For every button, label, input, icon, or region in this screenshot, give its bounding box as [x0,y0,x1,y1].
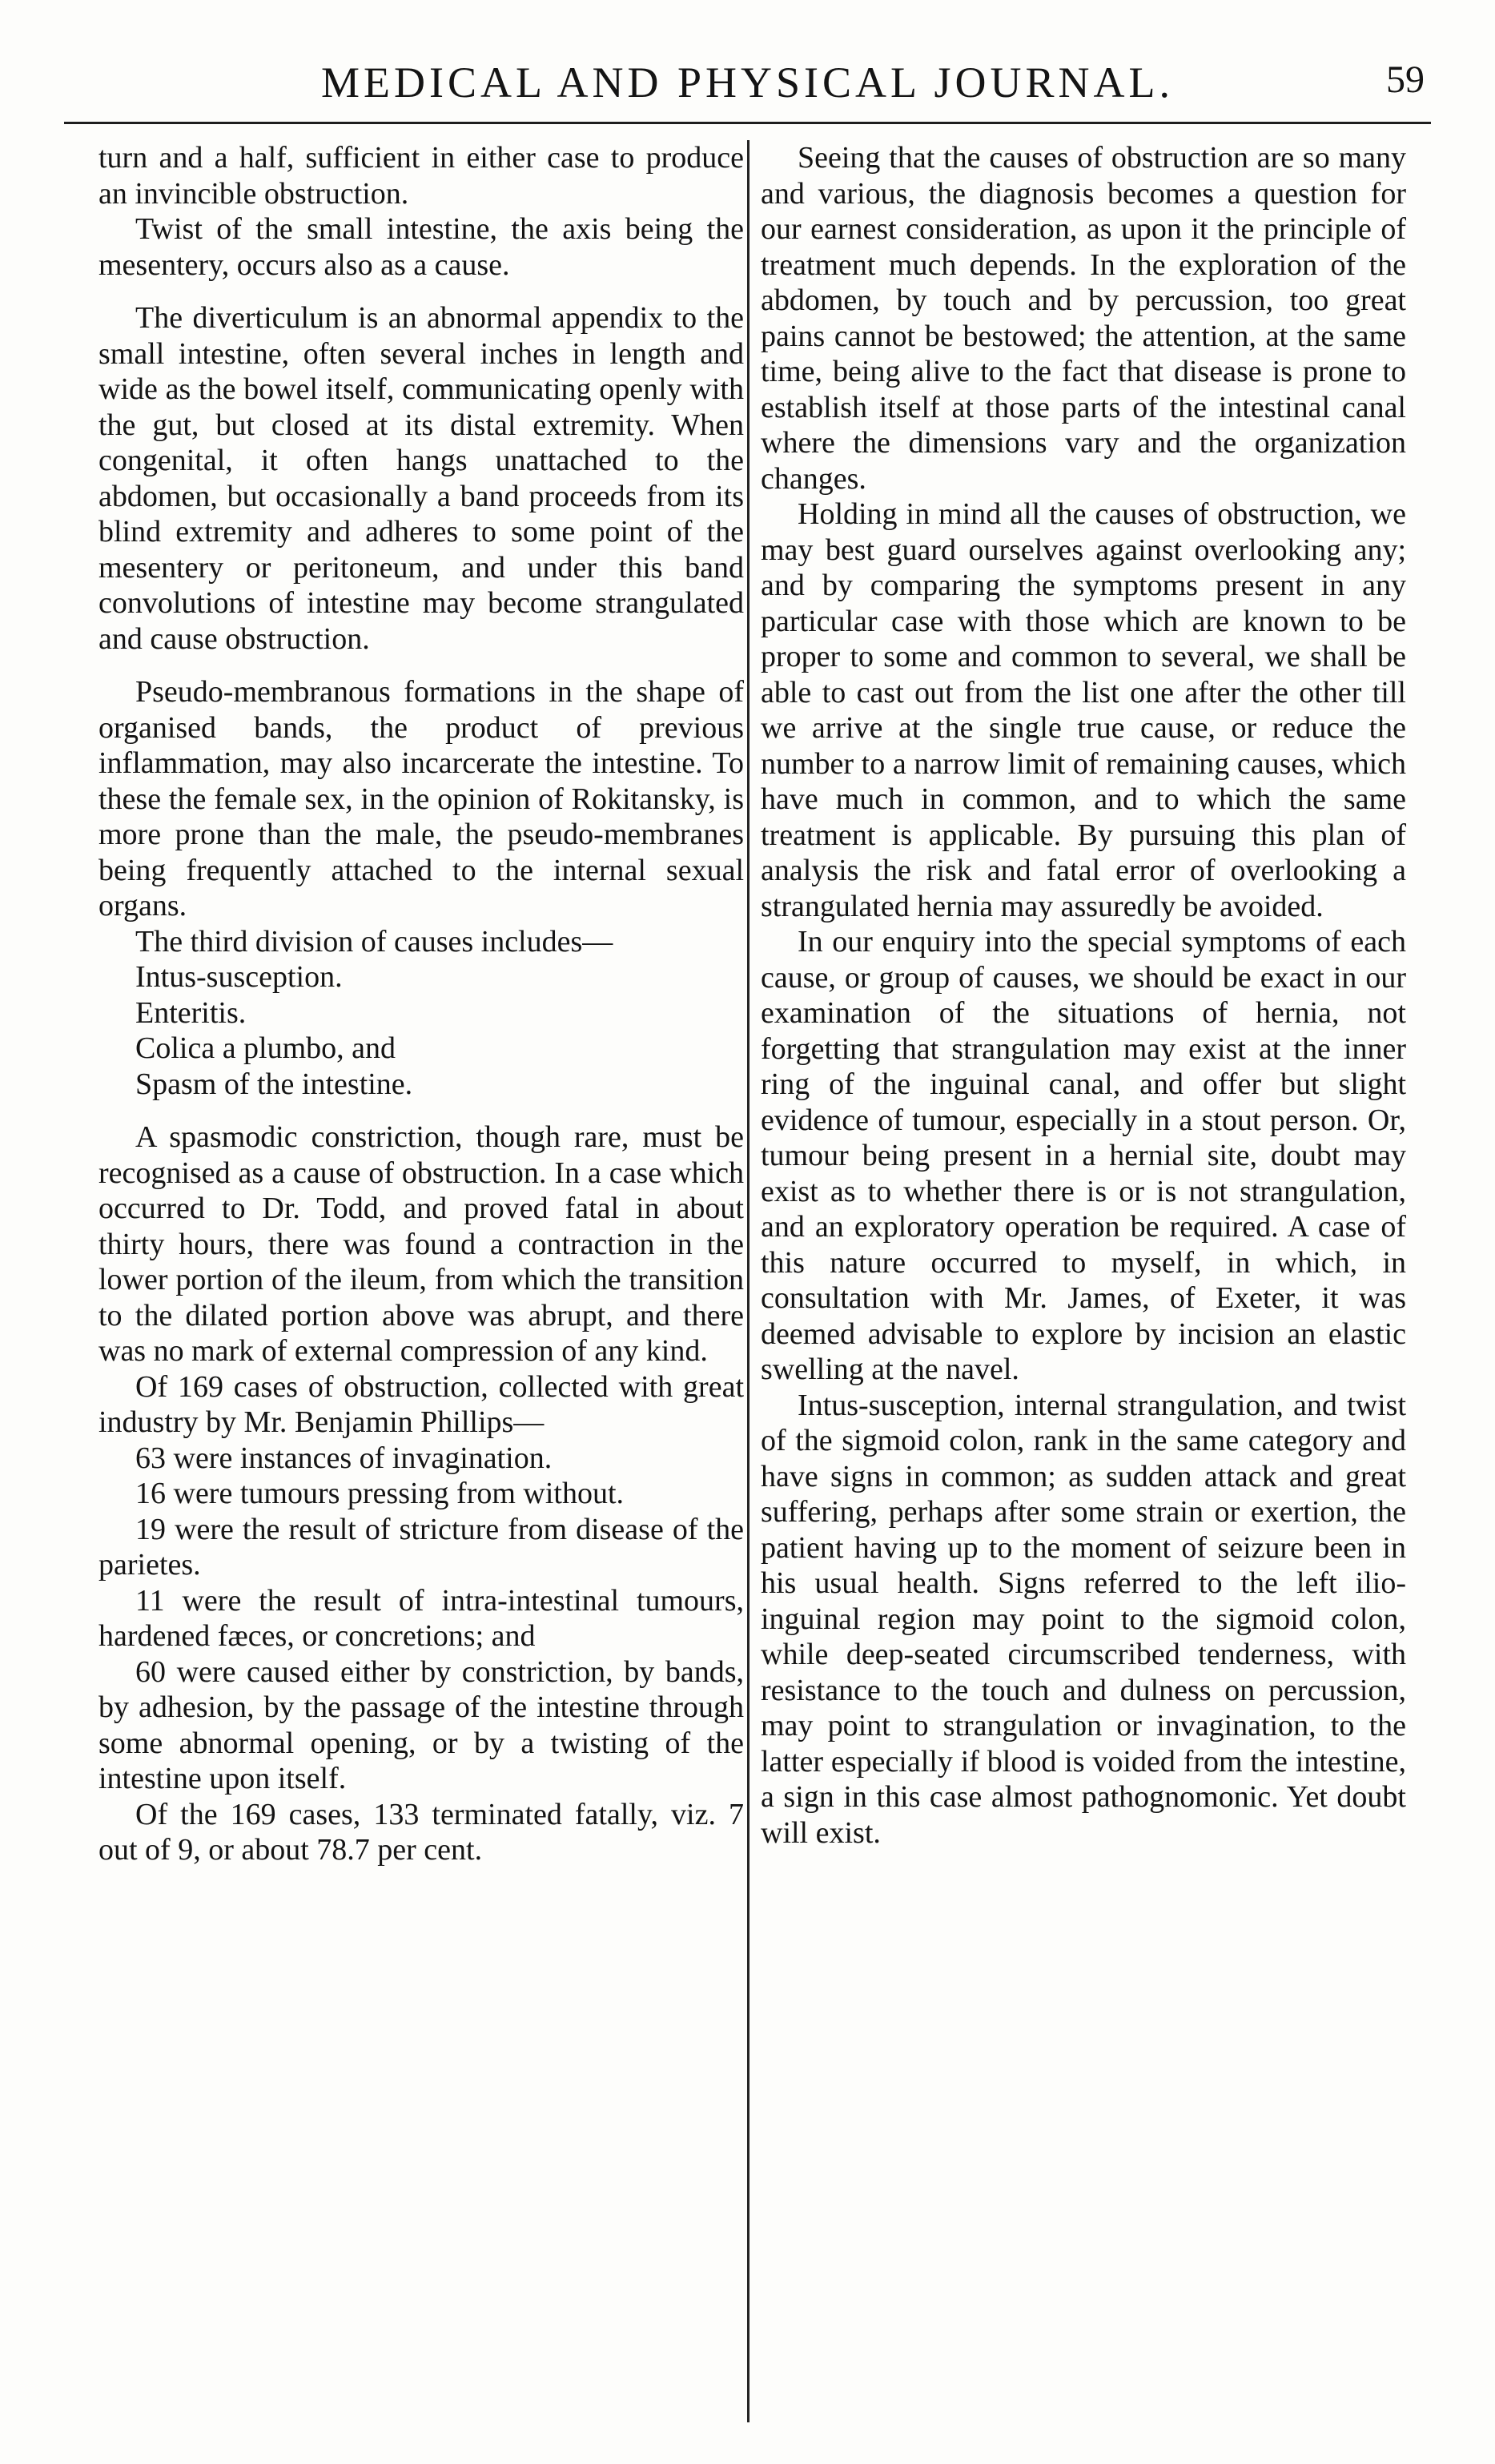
list-item: Enteritis. [135,995,247,1030]
paragraph: The diverticulum is an abnormal appendix to the small intestine, often several inches in length and wide as the bowel itself, communicating openly with the gut, but closed at its distal extremity. When congenital, it often hangs unattached to the abdomen, but occasionally a band proceeds from its blind extremity and adheres to some point of the mesentery or peritoneum, and under this band convolutions of intestine may become strangulated and cause obstruction. [98,301,744,656]
page-number: 59 [1386,58,1425,101]
paragraph: 60 were caused either by constriction, by bands, by adhesion, by the passage of the intestine through some abnormal opening, or by a twisting of the intestine upon itself. [98,1654,744,1795]
paragraph: 63 were instances of invagination. [135,1441,553,1475]
list-item: Intus-susception. [135,960,343,994]
paragraph: Of 169 cases of obstruction, collected with great industry by Mr. Benjamin Phillips— [98,1369,744,1439]
right-column [761,140,1406,1851]
paragraph: 11 were the result of intra-intestinal tumours, hardened fæces, or concretions; and [98,1583,744,1653]
column-divider [747,140,750,2422]
paragraph: turn and a half, sufficient in either case to produce an invincible obstruction. [98,141,744,211]
header-rule [64,122,1431,124]
list-item: Spasm of the intestine. [135,1067,413,1101]
running-header [64,58,1431,122]
paragraph: In our enquiry into the special symptoms of each cause, or group of causes, we should be exact in our examination of the situations of hernia, not forgetting that strangulation may exist at the inner ring of the inguinal canal, and offer but slight evidence of tumour, especially in a stout person. Or, tumour being present in a hernial site, doubt may exist as to whether there is or is not strangulation, and an exploratory operation be required. A case of this nature occurred to myself, in which, in consultation with Mr. James, of Exeter, it was deemed advisable to explore by incision an elastic swelling at the navel. [761,925,1406,1386]
paragraph: A spasmodic constriction, though rare, must be recognised as a cause of obstruction. In a case which occurred to Dr. Todd, and proved fatal in about thirty hours, there was found a contraction in the lower portion of the ileum, from which the transition to the dilated portion above was abrupt, and there was no mark of external compression of any kind. [98,1120,744,1368]
paragraph: Seeing that the causes of obstruction are so many and various, the diagnosis becomes a question for our earnest consideration, as upon it the principle of treatment much depends. In the exploration of the abdomen, by touch and by percussion, too great pains cannot be bestowed; the attention, at the same time, being alive to the fact that disease is prone to establish itself at those parts of the intestinal canal where the dimensions vary and the organization changes. [761,141,1406,496]
paragraph: Of the 169 cases, 133 terminated fatally, viz. 7 out of 9, or about 78.7 per cent. [98,1797,744,1867]
paragraph: 19 were the result of stricture from disease of the parietes. [98,1512,744,1582]
list-item: Colica a plumbo, and [135,1031,396,1065]
left-column [98,140,744,1868]
journal-title: MEDICAL AND PHYSICAL JOURNAL. [320,58,1175,107]
paragraph: Twist of the small intestine, the axis being the mesentery, occurs also as a cause. [98,212,744,282]
paragraph: Intus-susception, internal strangulation, and twist of the sigmoid colon, rank in the same category and have signs in common; as sudden attack and great suffering, perhaps after some strain or exertion, the patient having up to the moment of seizure been in his usual health. Signs referred to the left ilio-inguinal region may point to the sigmoid colon, while deep-seated circumscribed tenderness, with resistance to the touch and dulness on percussion, may point to strangulation or invagination, to the latter especially if blood is voided from the intestine, a sign in this case almost pathognomonic. Yet doubt will exist. [761,1388,1406,1850]
paragraph: The third division of causes includes— [135,924,613,959]
paragraph: 16 were tumours pressing from without. [135,1477,625,1510]
paragraph: Holding in mind all the causes of obstruction, we may best guard ourselves against overlooking any; and by comparing the symptoms present in any particular case with those which are known to be proper to some and common to several, we shall be able to cast out from the list one after the other till we arrive at the single true cause, or reduce the number to a narrow limit of remaining causes, which have much in common, and to which the same treatment is applicable. By pursuing this plan of analysis the risk and fatal error of overlooking a strangulated hernia may assuredly be avoided. [761,497,1406,923]
paragraph: Pseudo-membranous formations in the shape of organised bands, the product of previous inflammation, may also incarcerate the intestine. To these the female sex, in the opinion of Rokitansky, is more prone than the male, the pseudo-membranes being frequently attached to the internal sexual organs. [98,675,744,922]
